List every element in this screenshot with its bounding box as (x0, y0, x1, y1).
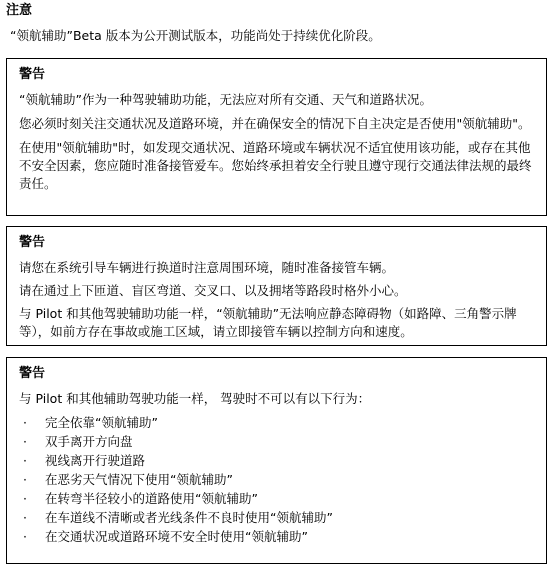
warning-paragraph: 请您在系统引导车辆进行换道时注意周围环境，随时准备接管车辆。 (19, 260, 395, 275)
bullet-icon: · (23, 529, 27, 544)
warning-intro: 与 Pilot 和其他辅助驾驶功能一样， 驾驶时不可以有以下行为： (19, 391, 371, 406)
list-item (19, 470, 536, 489)
warning-paragraph: “领航辅助”作为一种驾驶辅助功能，无法应对所有交通、天气和道路状况。 (19, 92, 432, 107)
warning-title: 警告 (19, 67, 46, 82)
list-item (19, 413, 536, 432)
bullet-icon: · (23, 472, 27, 487)
notice-section (6, 2, 546, 45)
list-item-text: 在恶劣天气情况下使用“领航辅助” (45, 472, 233, 487)
list-item (19, 527, 536, 546)
bullet-icon: · (23, 453, 27, 468)
list-item (19, 508, 536, 527)
bullet-icon: · (23, 510, 27, 525)
list-item-text: 双手离开方向盘 (45, 434, 133, 449)
list-item-text: 在车道线不清晰或者光线条件不良时使用“领航辅助” (45, 510, 333, 525)
list-item-text: 视线离开行驶道路 (45, 453, 146, 468)
warning-title: 警告 (19, 235, 46, 250)
list-item-text: 完全依靠“领航辅助” (45, 415, 158, 430)
prohibited-behaviors-list (19, 413, 536, 546)
warning-paragraph: 您必须时刻关注交通状况及道路环境，并在确保安全的情况下自主决定是否使用"领航辅助"。 (19, 116, 531, 131)
warning-title: 警告 (19, 366, 46, 381)
warning-paragraph: 与 Pilot 和其他驾驶辅助功能一样，“领航辅助”无法响应静态障碍物（如路障、三角警示牌等），如前方存在事故或施工区域，请立即接管车辆以控制方向和速度。 (19, 306, 517, 339)
warning-paragraph: 请在通过上下匝道、盲区弯道、交叉口、以及拥堵等路段时格外小心。 (19, 283, 407, 298)
list-item (19, 432, 536, 451)
warning-box-2 (6, 226, 547, 346)
list-item (19, 489, 536, 508)
warning-box-1 (6, 58, 547, 216)
notice-body: “领航辅助”Beta 版本为公开测试版本，功能尚处于持续优化阶段。 (10, 28, 381, 43)
bullet-icon: · (23, 434, 27, 449)
bullet-icon: · (23, 415, 27, 430)
list-item (19, 451, 536, 470)
list-item-text: 在转弯半径较小的道路使用“领航辅助” (45, 491, 258, 506)
warning-paragraph: 在使用"领航辅助"时，如发现交通状况、道路环境或车辆状况不适宜使用该功能，或存在其他不安全因素，您应随时准备接管爱车。您始终承担着安全行驶且遵守现行交通法律法规的最终责任。 (19, 140, 532, 191)
notice-title: 注意 (6, 3, 33, 18)
bullet-icon: · (23, 491, 27, 506)
list-item-text: 在交通状况或道路环境不安全时使用“领航辅助” (45, 529, 308, 544)
warning-box-3 (6, 357, 547, 564)
